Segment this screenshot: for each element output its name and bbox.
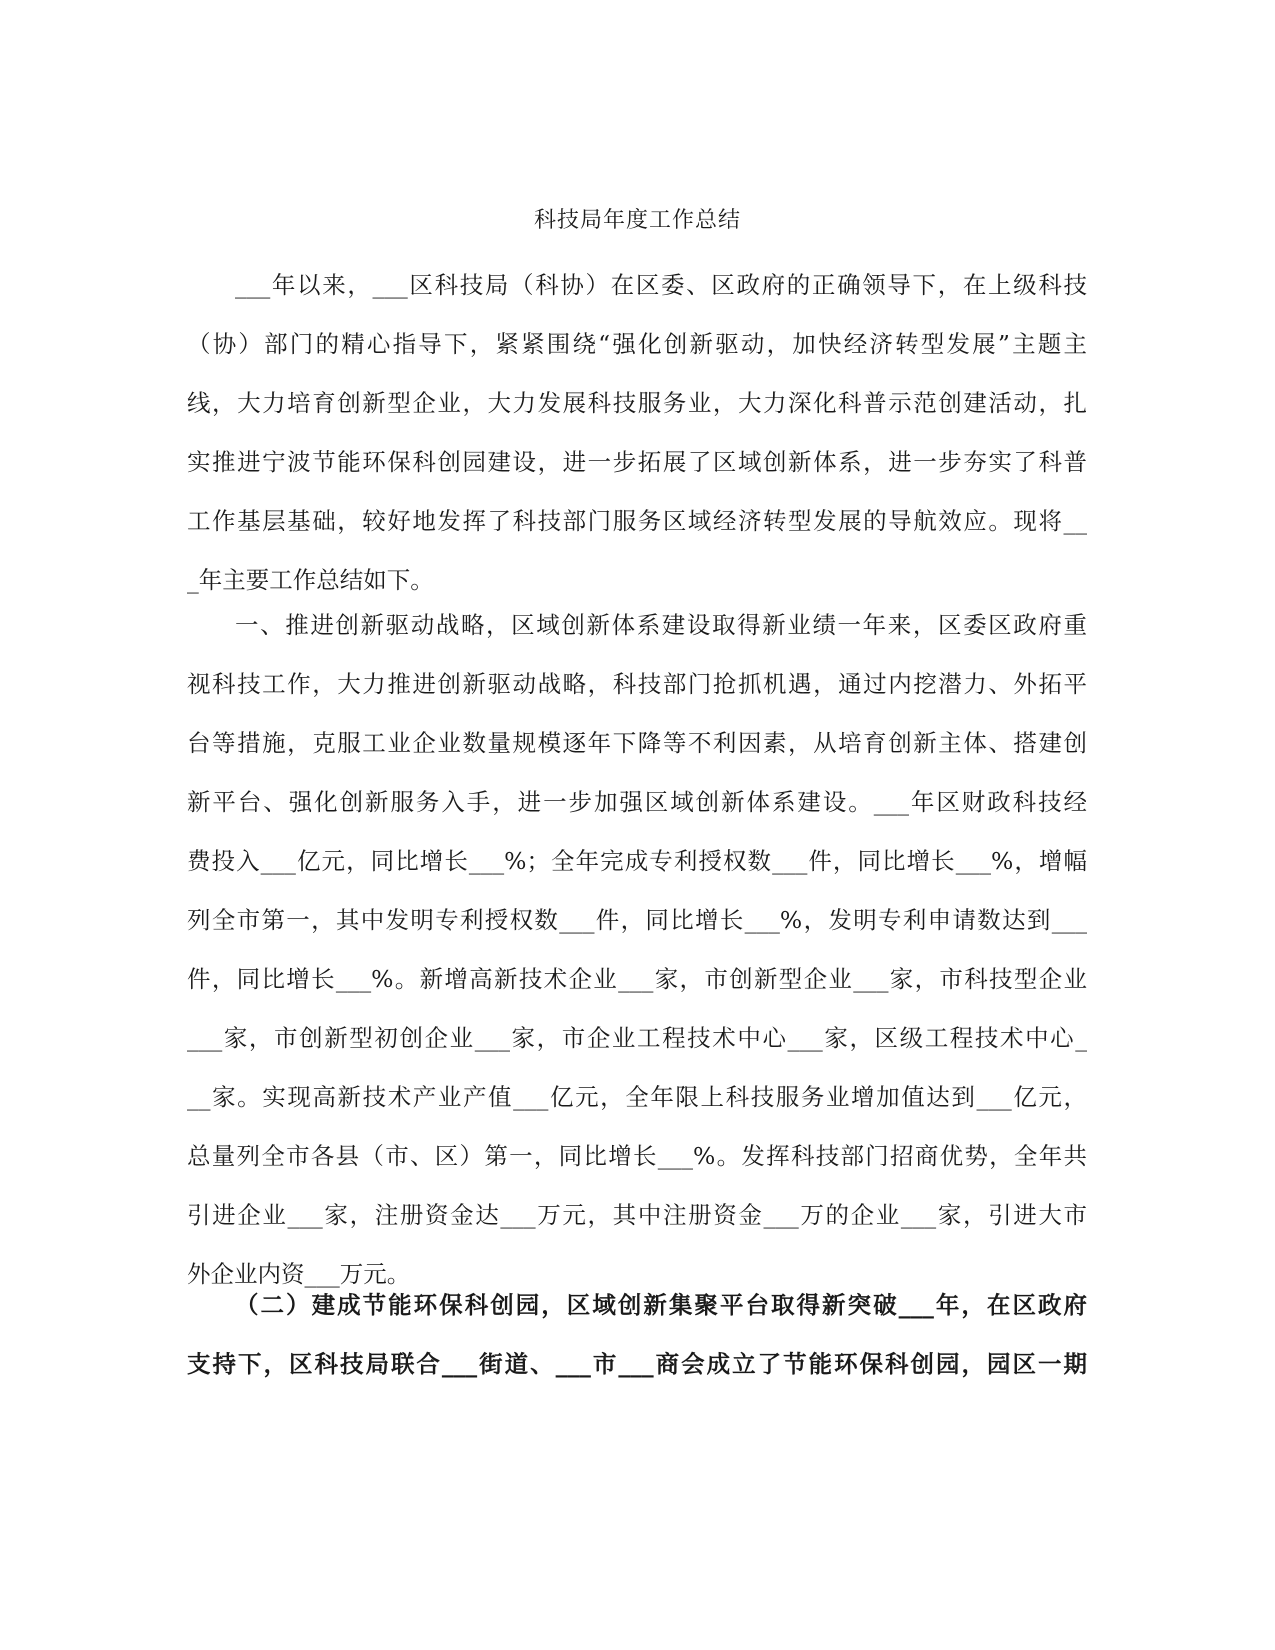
text-line: 一、推进创新驱动战略，区域创新体系建设取得新业绩一年来，区委区政府重 — [235, 611, 1087, 639]
text-line: 台等措施，克服工业企业数量规模逐年下降等不利因素，从培育创新主体、搭建创 — [187, 729, 1087, 757]
text-line: 列全市第一，其中发明专利授权数___件，同比增长___%，发明专利申请数达到___ — [187, 906, 1087, 934]
text-line: 引进企业___家，注册资金达___万元，其中注册资金___万的企业___家，引进大市 — [187, 1201, 1087, 1229]
text-line: 视科技工作，大力推进创新驱动战略，科技部门抢抓机遇，通过内挖潜力、外拓平 — [187, 670, 1087, 698]
text-line: 实推进宁波节能环保科创园建设，进一步拓展了区域创新体系，进一步夯实了科普 — [187, 448, 1087, 476]
text-line: 外企业内资___万元。 — [187, 1260, 411, 1288]
document-title: 科技局年度工作总结 — [533, 208, 741, 233]
text-line: 线，大力培育创新型企业，大力发展科技服务业，大力深化科普示范创建活动，扎 — [187, 389, 1087, 417]
text-line: 总量列全市各县（市、区）第一，同比增长___%。发挥科技部门招商优势，全年共 — [187, 1142, 1087, 1170]
text-line: __家。实现高新技术产业产值___亿元，全年限上科技服务业增加值达到___亿元， — [187, 1083, 1087, 1111]
text-line: 费投入___亿元，同比增长___%；全年完成专利授权数___件，同比增长___%，增幅 — [187, 847, 1087, 875]
text-line: 新平台、强化创新服务入手，进一步加强区域创新体系建设。___年区财政科技经 — [187, 788, 1087, 816]
text-line: 工作基层基础，较好地发挥了科技部门服务区域经济转型发展的导航效应。现将__ — [187, 507, 1087, 535]
text-line: 支持下，区科技局联合___街道、___市___商会成立了节能环保科创园，园区一期 — [187, 1350, 1087, 1378]
text-line: ___年以来，___区科技局（科协）在区委、区政府的正确领导下，在上级科技 — [235, 271, 1087, 299]
paragraph-section-two-heading — [187, 1276, 1087, 1394]
paragraph-section-one — [187, 596, 1087, 1304]
text-line: 件，同比增长___%。新增高新技术企业___家，市创新型企业___家，市科技型企业 — [187, 965, 1087, 993]
text-line: （二）建成节能环保科创园，区域创新集聚平台取得新突破___年，在区政府 — [235, 1291, 1087, 1319]
paragraph-intro — [187, 256, 1087, 610]
text-line: _年主要工作总结如下。 — [187, 566, 434, 594]
text-line: （协）部门的精心指导下，紧紧围绕“强化创新驱动，加快经济转型发展”主题主 — [187, 330, 1087, 358]
text-line: ___家，市创新型初创企业___家，市企业工程技术中心___家，区级工程技术中心_ — [187, 1024, 1087, 1052]
